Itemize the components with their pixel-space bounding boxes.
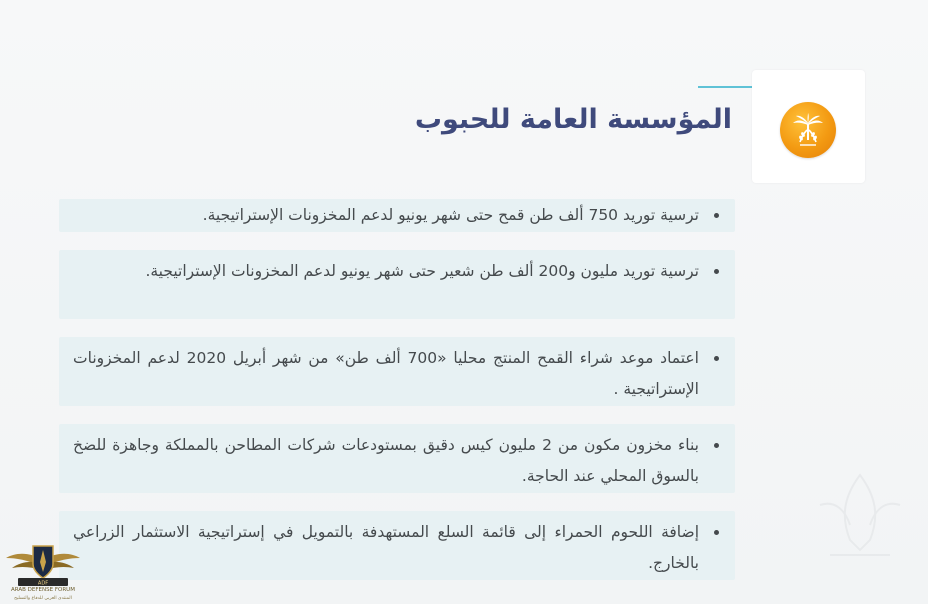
page-title: المؤسسة العامة للحبوب [414, 104, 732, 135]
wheat-palm-emblem-icon [780, 102, 836, 158]
bullet-dot [714, 269, 719, 274]
watermark-subtitle: المنتدى العربي للدفاع والتسليح [14, 596, 72, 601]
bullet-item-5 [59, 511, 735, 580]
bullet-item-3 [59, 337, 735, 406]
forum-watermark [0, 538, 86, 604]
faint-emblem-watermark-icon [790, 455, 928, 575]
bullet-item-4 [59, 424, 735, 493]
bullet-text: ترسية توريد 750 ألف طن قمح حتى شهر يونيو لدعم المخزونات الإستراتيجية. [202, 206, 699, 224]
bullet-text: بناء مخزون مكون من 2 مليون كيس دقيق بمستودعات شركات المطاحن بالمملكة وجاهزة للضخ بالسوق المحلي عند الحاجة. [73, 436, 700, 485]
bullet-text: اعتماد موعد شراء القمح المنتج محليا «700 ألف طن» من شهر أبريل 2020 لدعم المخزونات الإستراتيجية . [73, 349, 699, 398]
bullet-text: ترسية توريد مليون و200 ألف طن شعير حتى شهر يونيو لدعم المخزونات الإستراتيجية. [145, 262, 699, 280]
bullet-dot [714, 356, 719, 361]
bullet-dot [714, 213, 719, 218]
bullet-text: إضافة اللحوم الحمراء إلى قائمة السلع المستهدفة بالتمويل في إستراتيجية الاستثمار الزراعي بالخارج. [73, 523, 699, 572]
bullet-dot [714, 443, 719, 448]
bullet-item-2 [59, 250, 735, 319]
svg-text:ADF: ADF [37, 580, 49, 587]
watermark-name: ARAB DEFENSE FORUM [11, 587, 75, 593]
logo-card [752, 70, 865, 183]
arab-defense-forum-shield-icon [0, 538, 86, 588]
bullet-item-1 [59, 199, 735, 232]
bullet-dot [714, 530, 719, 535]
